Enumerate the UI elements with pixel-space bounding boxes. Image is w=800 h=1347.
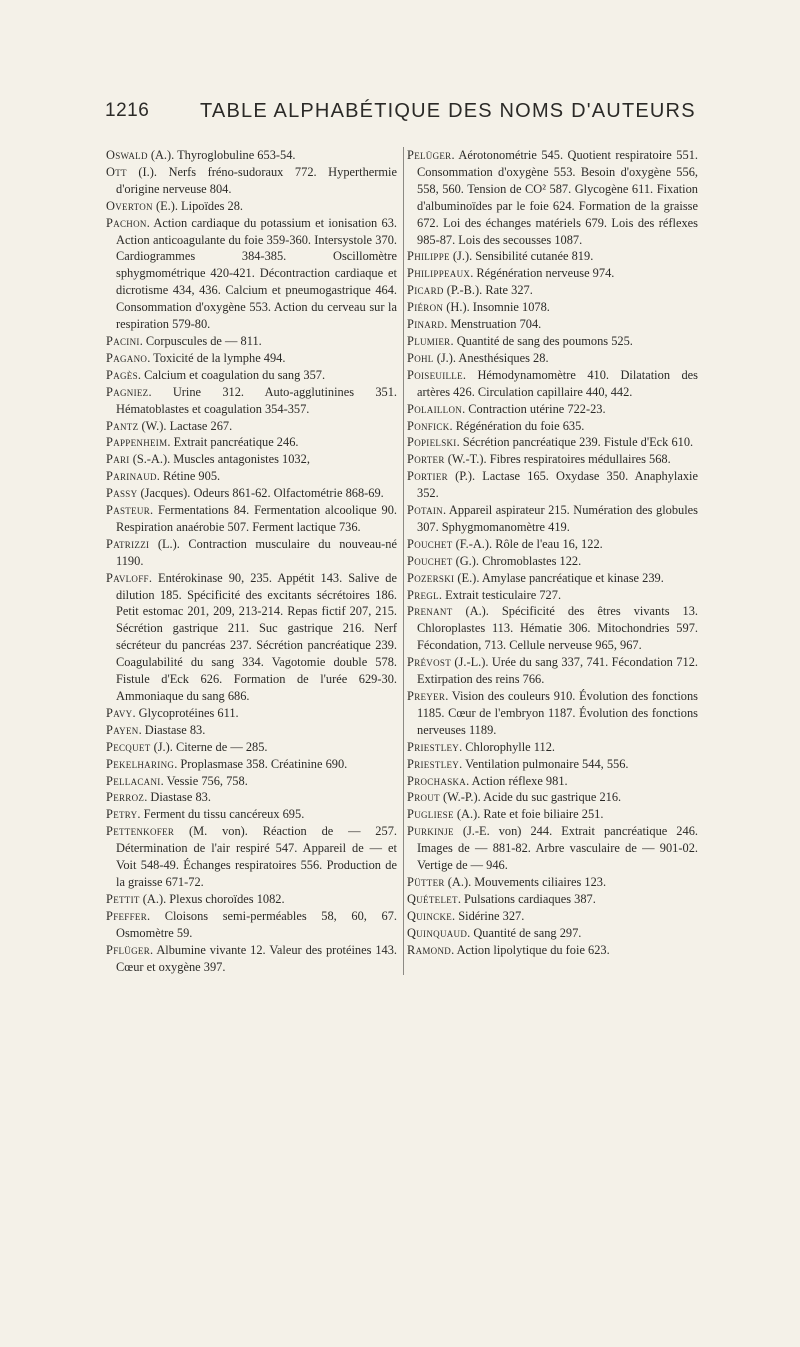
right-column xyxy=(405,147,698,975)
index-entry xyxy=(106,570,397,705)
entry-text: (A.). Rate et foie biliaire 251. xyxy=(453,807,604,822)
entry-text: . Chlorophylle 112. xyxy=(459,739,555,754)
author-name: Pasteur xyxy=(106,503,150,518)
index-entry xyxy=(407,434,698,451)
author-name: Ponfick xyxy=(407,418,450,433)
author-name: Prout xyxy=(407,790,440,805)
entry-text: (Jacques). Odeurs 861-62. Olfactométrie 868-69. xyxy=(137,486,384,501)
entry-text: (A.). Spécificité des êtres vivants 13. Chloroplastes 113. Hématie 306. Mitochondries 597. Fécondation, 713. Cellule nerveuse 965, 967. xyxy=(417,604,698,653)
index-entry xyxy=(106,773,397,790)
index-entry xyxy=(407,502,698,536)
entry-text: (J.). Citerne de — 285. xyxy=(150,739,268,754)
index-entry xyxy=(407,265,698,282)
entry-text: . Sidérine 327. xyxy=(452,908,525,923)
index-entry xyxy=(407,553,698,570)
index-entry xyxy=(407,874,698,891)
index-entry xyxy=(106,739,397,756)
index-entry xyxy=(407,147,698,248)
left-column xyxy=(106,147,404,975)
author-name: Pettenkofer xyxy=(106,824,175,839)
index-entry xyxy=(106,164,397,198)
entry-text: (E.). Amylase pancréatique et kinase 239. xyxy=(454,570,664,585)
author-name: Porter xyxy=(407,452,445,467)
index-entry xyxy=(106,806,397,823)
entry-text: . Pulsations cardiaques 387. xyxy=(457,891,596,906)
index-entry xyxy=(106,350,397,367)
index-entry xyxy=(106,536,397,570)
entry-text: . Fermentations 84. Fermentation alcoolique 90. Respiration anaérobie 507. Ferment lactique 736. xyxy=(116,503,397,534)
entry-text: . Action réflexe 981. xyxy=(466,773,568,788)
entry-text: . Calcium et coagulation du sang 357. xyxy=(137,367,326,382)
page-number: 1216 xyxy=(105,100,150,121)
index-entry xyxy=(407,756,698,773)
entry-text: . Appareil aspirateur 215. Numération des globules 307. Sphygmomanomètre 419. xyxy=(417,503,698,534)
entry-text: (W.). Lactase 267. xyxy=(138,418,233,433)
author-name: Pacini xyxy=(106,333,140,348)
index-entry xyxy=(106,908,397,942)
index-entry xyxy=(407,908,698,925)
index-entry xyxy=(106,942,397,976)
index-entry xyxy=(407,536,698,553)
entry-text: . Extrait testiculaire 727. xyxy=(438,587,562,602)
author-name: Pecquet xyxy=(106,739,151,754)
entry-text: . Vision des couleurs 910. Évolution des fonctions 1185. Cœur de l'embryon 1187. Évolution des fonctions nerveuses 1189. xyxy=(417,689,698,737)
author-name: Piéron xyxy=(407,300,444,315)
entry-text: (M. von). Réaction de — 257. Détermination de l'air respiré 547. Appareil de — et Voit 548-49. Échanges respiratoires 556. Production de la graisse 671-72. xyxy=(116,824,397,889)
entry-text: (S.-A.). Muscles antagonistes 1032, xyxy=(129,452,310,467)
index-entry xyxy=(106,502,397,536)
entry-text: . Cloisons semi-perméables 58, 60, 67. Osmomètre 59. xyxy=(116,908,397,940)
author-name: Pappenheim xyxy=(106,435,168,450)
entry-text: (P.-B.). Rate 327. xyxy=(443,283,533,298)
index-entry xyxy=(106,823,397,891)
entry-text: . Urine 312. Auto-agglutinines 351. Hématoblastes et coagulation 354-357. xyxy=(116,384,397,416)
entry-text: (W.-T.). Fibres respiratoires médullaires 568. xyxy=(444,452,671,467)
entry-text: . Vessie 756, 758. xyxy=(160,773,248,788)
index-entry xyxy=(106,434,397,451)
author-name: Pflüger xyxy=(106,942,150,957)
entry-text: . Diastase 83. xyxy=(144,790,211,805)
entry-text: . Menstruation 704. xyxy=(444,317,542,332)
entry-text: . Diastase 83. xyxy=(138,722,206,737)
author-name: Pettit xyxy=(106,891,140,906)
index-entry xyxy=(407,468,698,502)
author-name: Plumier xyxy=(407,333,451,348)
index-entry xyxy=(407,367,698,401)
entry-text: (E.). Lipoïdes 28. xyxy=(152,198,244,213)
author-name: Pagniez xyxy=(106,384,149,399)
author-name: Priestley xyxy=(407,756,460,771)
author-name: Purkinje xyxy=(407,824,454,839)
page-header xyxy=(105,100,695,130)
index-entry xyxy=(407,925,698,942)
entry-text: . Régénération du foie 635. xyxy=(449,418,585,433)
entry-text: (I.). Nerfs fréno-sudoraux 772. Hyperthermie d'origine nerveuse 804. xyxy=(116,164,397,196)
author-name: Priestley xyxy=(407,739,460,754)
author-name: Potain xyxy=(407,503,443,518)
index-entry xyxy=(407,587,698,604)
index-entry xyxy=(407,789,698,806)
author-name: Pagano xyxy=(106,350,148,365)
entry-text: . Ventilation pulmonaire 544, 556. xyxy=(459,756,629,771)
index-entry xyxy=(407,603,698,654)
entry-text: (J.-E. von) 244. Extrait pancréatique 246. Images de — 881-82. Arbre vasculaire de — 901-02. Vertige de — 946. xyxy=(417,824,698,873)
entry-text: (L.). Contraction musculaire du nouveau-né 1190. xyxy=(116,536,397,568)
entry-text: (J.). Sensibilité cutanée 819. xyxy=(449,249,594,264)
index-entry xyxy=(106,147,397,164)
index-entry xyxy=(106,367,397,384)
author-name: Pagès xyxy=(106,367,138,382)
author-name: Patrizzi xyxy=(106,536,150,551)
entry-text: . Action lipolytique du foie 623. xyxy=(451,942,610,957)
author-name: Pari xyxy=(106,452,130,467)
author-name: Prévost xyxy=(407,655,451,670)
entry-text: . Entérokinase 90, 235. Appétit 143. Salive de dilution 185. Spécificité des excitants sécrétoires 186. Petit estomac 201, 209, 213-214. Repas fictif 207, 215. Sécrétion gastrique 211. Suc gastrique 216. Nerf sécréteur du pancréas 237. Sécrétion pancréatique 239. Coagulabilité du sang 334. Vagotomie double 578. Fistule d'Eck 626. Formation de l'urée 629-30. Ammoniaque du sang 686. xyxy=(116,570,397,703)
author-name: Popielski xyxy=(407,435,457,450)
entry-text: . Sécrétion pancréatique 239. Fistule d'Eck 610. xyxy=(456,435,694,450)
index-entry xyxy=(106,198,397,215)
author-name: Quinquaud xyxy=(407,925,468,940)
index-entry xyxy=(407,570,698,587)
author-name: Prenant xyxy=(407,604,453,619)
author-name: Pfeffer xyxy=(106,908,148,923)
author-name: Ramond xyxy=(407,942,452,957)
author-name: Pugliese xyxy=(407,807,454,822)
author-name: Preyer xyxy=(407,689,446,703)
entry-text: . Toxicité de la lymphe 494. xyxy=(147,350,286,365)
index-entry xyxy=(106,451,397,468)
entry-text: . Hémodynamomètre 410. Dilatation des artères 426. Circulation capillaire 440, 442. xyxy=(417,367,698,399)
author-name: Pavloff xyxy=(106,570,149,585)
index-entry xyxy=(106,468,397,485)
author-name: Portier xyxy=(407,469,448,484)
running-title: TABLE ALPHABÉTIQUE DES NOMS D'AUTEURS xyxy=(200,100,696,122)
entry-text: . Action cardiaque du potassium et ionisation 63. Action anticoagulante du foie 359-360. Intersystole 370. Cardiogrammes 384-385. Oscillomètre sphygmométrique 420-421. Décontraction cardiaque et dicrotisme 434, 436. Calcium et pneumogastrique 464. Consommation d'oxygène 553. Action du cerveau sur la respiration 579-80. xyxy=(116,215,397,332)
entry-text: . Glycoprotéines 611. xyxy=(132,705,239,720)
entry-text: (G.). Chromoblastes 122. xyxy=(452,553,582,568)
author-name: Pekelharing xyxy=(106,756,175,771)
index-entry xyxy=(407,688,698,739)
entry-text: (J.). Anesthésiques 28. xyxy=(433,350,549,365)
author-name: Pantz xyxy=(106,418,139,433)
index-entry xyxy=(407,418,698,435)
index-entry xyxy=(407,350,698,367)
entry-text: . Extrait pancréatique 246. xyxy=(167,435,299,450)
index-entry xyxy=(407,451,698,468)
author-name: Quincke xyxy=(407,908,453,923)
author-name: Pinard xyxy=(407,317,445,332)
author-name: Overton xyxy=(106,198,153,213)
index-entry xyxy=(407,806,698,823)
entry-text: . Rétine 905. xyxy=(156,469,221,484)
author-name: Picard xyxy=(407,283,444,298)
author-name: Pütter xyxy=(407,874,445,889)
index-entry xyxy=(106,418,397,435)
author-name: Passy xyxy=(106,486,138,501)
author-name: Pouchet xyxy=(407,536,453,551)
entry-text: . Quantité de sang 297. xyxy=(467,925,582,940)
index-entry xyxy=(106,789,397,806)
author-name: Pavy xyxy=(106,705,133,720)
index-entry xyxy=(106,705,397,722)
index-entry xyxy=(106,384,397,418)
index-entry xyxy=(407,401,698,418)
index-entry xyxy=(407,773,698,790)
entry-text: . Quantité de sang des poumons 525. xyxy=(450,333,633,348)
entry-text: (F.-A.). Rôle de l'eau 16, 122. xyxy=(452,536,603,551)
author-name: Oswald xyxy=(106,148,148,162)
author-name: Petry xyxy=(106,807,138,822)
author-name: Parinaud xyxy=(106,469,157,484)
author-name: Pozerski xyxy=(407,570,455,585)
author-name: Poiseuille xyxy=(407,367,463,382)
index-entry xyxy=(407,891,698,908)
entry-text: (A.). Mouvements ciliaires 123. xyxy=(444,874,607,889)
index-entry xyxy=(106,722,397,739)
entry-text: (A.). Thyroglobuline 653-54. xyxy=(147,148,296,162)
author-name: Philippeaux xyxy=(407,266,471,281)
index-entry xyxy=(106,891,397,908)
index-columns xyxy=(106,147,698,975)
index-entry xyxy=(407,739,698,756)
entry-text: . Contraction utérine 722-23. xyxy=(462,401,606,416)
index-entry xyxy=(106,215,397,333)
index-entry xyxy=(407,654,698,688)
entry-text: . Albumine vivante 12. Valeur des protéines 143. Cœur et oxygène 397. xyxy=(116,942,397,974)
author-name: Prochaska xyxy=(407,773,467,788)
author-name: Perroz xyxy=(106,790,145,805)
entry-text: . Ferment du tissu cancéreux 695. xyxy=(137,807,305,822)
index-entry xyxy=(407,299,698,316)
author-name: Pouchet xyxy=(407,553,453,568)
entry-text: (W.-P.). Acide du suc gastrique 216. xyxy=(439,790,622,805)
author-name: Philippe xyxy=(407,249,450,264)
entry-text: (H.). Insomnie 1078. xyxy=(443,300,550,315)
index-entry xyxy=(407,333,698,350)
author-name: Ott xyxy=(106,164,127,179)
author-name: Pelüger xyxy=(407,148,452,162)
author-name: Quételet xyxy=(407,891,458,906)
entry-text: . Aérotonométrie 545. Quotient respiratoire 551. Consommation d'oxygène 553. Besoin d'oxygène 556, 558, 560. Tension de CO² 587. Glycogène 611. Fixation d'albuminoïdes par le foie 624. Formation de la graisse 672. Loi des échanges matériels 679. Lois des réflexes 985-87. Lois des secousses 1087. xyxy=(417,148,698,247)
entry-text: (A.). Plexus choroïdes 1082. xyxy=(139,891,285,906)
entry-text: . Régénération nerveuse 974. xyxy=(470,266,615,281)
index-entry xyxy=(106,485,397,502)
index-entry xyxy=(407,942,698,959)
index-entry xyxy=(407,282,698,299)
entry-text: (P.). Lactase 165. Oxydase 350. Anaphylaxie 352. xyxy=(417,469,698,501)
index-entry xyxy=(407,248,698,265)
author-name: Polaillon xyxy=(407,401,463,416)
entry-text: . Proplasmase 358. Créatinine 690. xyxy=(174,756,348,771)
entry-text: . Corpuscules de — 811. xyxy=(139,333,262,348)
index-entry xyxy=(407,316,698,333)
author-name: Pregl xyxy=(407,587,439,602)
author-name: Pohl xyxy=(407,350,434,365)
author-name: Pachon xyxy=(106,215,147,230)
author-name: Payen xyxy=(106,722,139,737)
index-entry xyxy=(106,333,397,350)
entry-text: (J.-L.). Urée du sang 337, 741. Fécondation 712. Extirpation des reins 766. xyxy=(417,655,698,687)
author-name: Pellacani xyxy=(106,773,161,788)
index-entry xyxy=(407,823,698,874)
index-entry xyxy=(106,756,397,773)
